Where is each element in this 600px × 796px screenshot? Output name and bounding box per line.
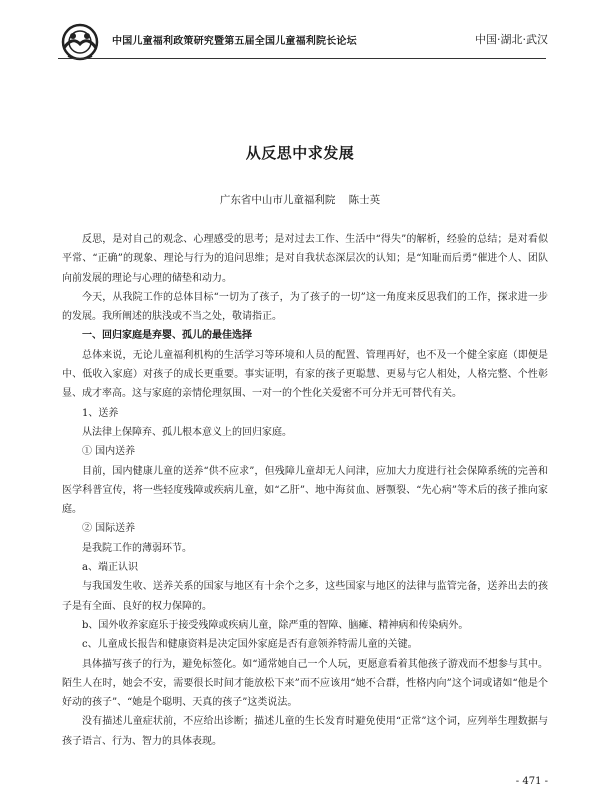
section-heading: 一、回归家庭是弃婴、孤儿的最佳选择 (82, 330, 252, 342)
subsection-heading: a、端正认识 (82, 562, 138, 574)
author: 陈士英 (348, 194, 381, 206)
article-body (62, 230, 548, 751)
page-header (58, 22, 548, 62)
paragraph: 目前，国内健康儿童的送养“供不应求”，但残障儿童却无人问津，应加大力度进行社会保障系统的完善和医学科普宣传，将一些轻度残障或疾病儿童，如“乙肝”、地中海贫血、唇颚裂、“先心病”等术后的孩子推向家庭。 (62, 465, 548, 516)
paragraph: 是我院工作的薄弱环节。 (82, 542, 192, 554)
paragraph: b、国外收养家庭乐于接受残障或疾病儿童，除严重的智障、脑瘫、精神病和传染病外。 (82, 619, 469, 631)
conference-location: 中国·湖北·武汉 (475, 33, 548, 46)
affiliation: 广东省中山市儿童福利院 (219, 194, 336, 206)
paragraph: 反思，是对自己的观念、心理感受的思考；是对过去工作、生活中“得失”的解析，经验的总结；是对看似平常、“正确”的现象、理论与行为的追问思维；是对自我状态深层次的认知；是“知耻而后勇”催进个人、团队向前发展的理论与心理的储垫和动力。 (62, 234, 548, 284)
paragraph: 总体来说，无论儿童福利机构的生活学习等环境和人员的配置、管理再好，也不及一个健全家庭（即便是中、低收入家庭）对孩子的成长更重要。事实证明，有家的孩子更聪慧、更易与它人相处，人格完整、个性彰显、成才率高。这与家庭的亲情伦理氛围、一对一的个性化关爱密不可分并无可替代有关。 (62, 349, 548, 400)
byline (0, 192, 600, 207)
conference-title: 中国儿童福利政策研究暨第五届全国儿童福利院长论坛 (112, 36, 357, 47)
paragraph: 与我国发生收、送养关系的国家与地区有十余个之多，这些国家与地区的法律与监管完备，送养出去的孩子是有全面、良好的权力保障的。 (62, 581, 548, 612)
page-number: - 471 - (515, 776, 548, 787)
subsection-heading: ① 国内送养 (82, 446, 136, 458)
subsection-heading: 1、送养 (82, 407, 119, 419)
article-title: 从反思中求发展 (245, 144, 355, 162)
paragraph: 没有描述儿童症状前，不应给出诊断；描述儿童的生长发育时避免使用“正常”这个词，应列举生理数据与孩子语言、行为、智力的具体表现。 (62, 716, 548, 747)
subsection-heading: ② 国际送养 (82, 523, 136, 535)
conference-logo-icon (58, 22, 102, 62)
paragraph: 从法律上保障弃、孤儿根本意义上的回归家庭。 (82, 426, 292, 438)
paragraph: 具体描写孩子的行为，避免标签化。如“通常她自己一个人玩，更愿意看着其他孩子游戏而不想参与其中。陌生人在时，她会不安，需要很长时间才能放松下来”而不应该用“她不合群，性格内向”这个词或诸如“他是个好动的孩子”、“她是个聪明、天真的孩子”这类说法。 (62, 658, 548, 709)
header-rule (58, 58, 546, 59)
paragraph: c、儿童成长报告和健康资料是决定国外家庭是否有意领养特需儿童的关键。 (82, 639, 418, 651)
paragraph: 今天，从我院工作的总体目标“一切为了孩子，为了孩子的一切”这一角度来反思我们的工作，探求进一步的发展。我所阐述的肤浅或不当之处，敬请指正。 (62, 291, 548, 323)
